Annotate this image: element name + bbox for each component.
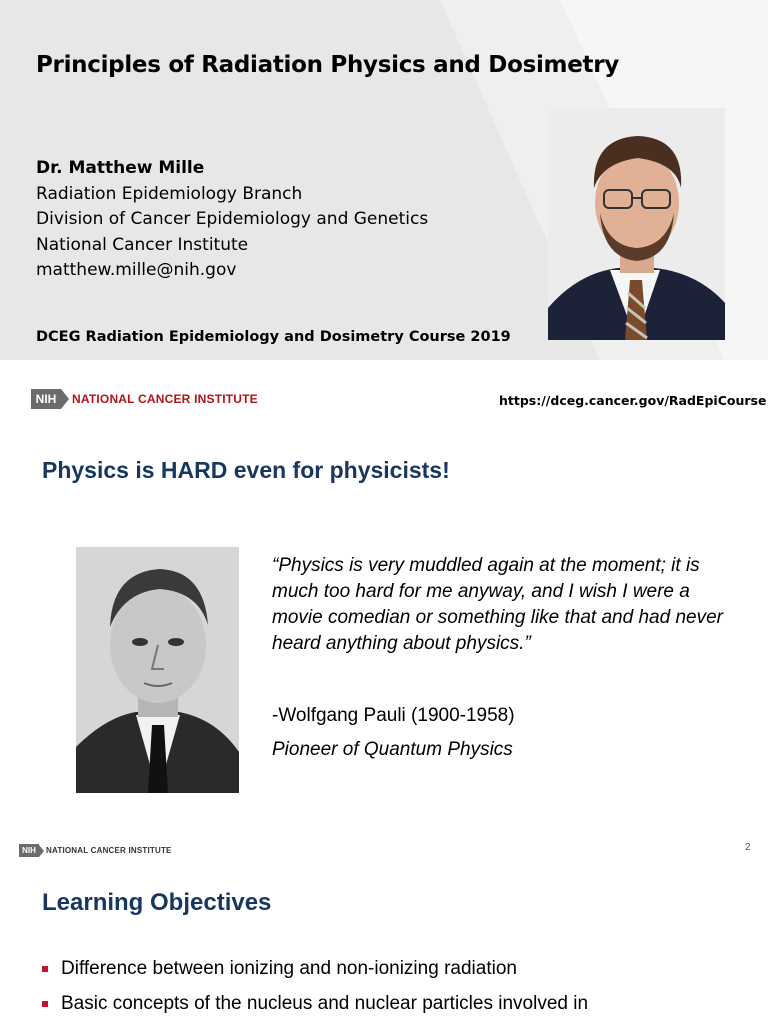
nih-arrow-icon	[61, 389, 69, 409]
nih-mark: NIH	[31, 389, 61, 409]
objectives-list	[42, 957, 752, 1024]
bullet-icon	[42, 1001, 48, 1007]
affiliation-branch: Radiation Epidemiology Branch	[36, 183, 303, 204]
quote-attribution: -Wolfgang Pauli (1900-1958)	[272, 705, 515, 726]
course-name: DCEG Radiation Epidemiology and Dosimetry Course 2019	[36, 329, 511, 345]
nci-logo-small	[19, 844, 172, 857]
list-item	[42, 992, 752, 1016]
list-item	[42, 957, 752, 981]
slide-title: Physics is HARD even for physicists!	[42, 457, 450, 483]
course-url[interactable]: https://dceg.cancer.gov/RadEpiCourse	[499, 393, 767, 408]
pauli-portrait-icon	[76, 547, 239, 793]
title-slide	[0, 0, 768, 432]
quote-slide	[0, 432, 768, 864]
presentation-title: Principles of Radiation Physics and Dosimetry	[36, 52, 619, 78]
bullet-icon	[42, 966, 48, 972]
list-item-text: Difference between ionizing and non-ionizing radiation	[61, 958, 517, 979]
slide-title: Learning Objectives	[42, 889, 272, 916]
institute-name-small: NATIONAL CANCER INSTITUTE	[46, 846, 172, 855]
attribution-role: Pioneer of Quantum Physics	[272, 739, 513, 760]
objectives-slide	[0, 864, 768, 1024]
nih-mark-small: NIH	[19, 844, 39, 857]
speaker-photo	[548, 108, 725, 340]
affiliation-division: Division of Cancer Epidemiology and Genetics	[36, 209, 429, 229]
nci-logo	[31, 389, 258, 409]
author-name: Dr. Matthew Mille	[36, 158, 205, 178]
author-email: matthew.mille@nih.gov	[36, 260, 237, 280]
affiliation-institute: National Cancer Institute	[36, 234, 249, 255]
speaker-portrait-icon	[548, 108, 725, 340]
pauli-quote: “Physics is very muddled again at the moment; it is much too hard for me anyway, and I wish I were a movie comedian or something like that and had never heard anything about physics.”	[272, 555, 723, 654]
institute-name: NATIONAL CANCER INSTITUTE	[72, 392, 258, 406]
pauli-photo	[76, 547, 239, 793]
nih-arrow-small-icon	[39, 845, 44, 857]
page-number: 2	[745, 842, 751, 853]
author-block	[36, 156, 516, 284]
list-item-text: Basic concepts of the nucleus and nuclear particles involved in	[61, 993, 589, 1014]
